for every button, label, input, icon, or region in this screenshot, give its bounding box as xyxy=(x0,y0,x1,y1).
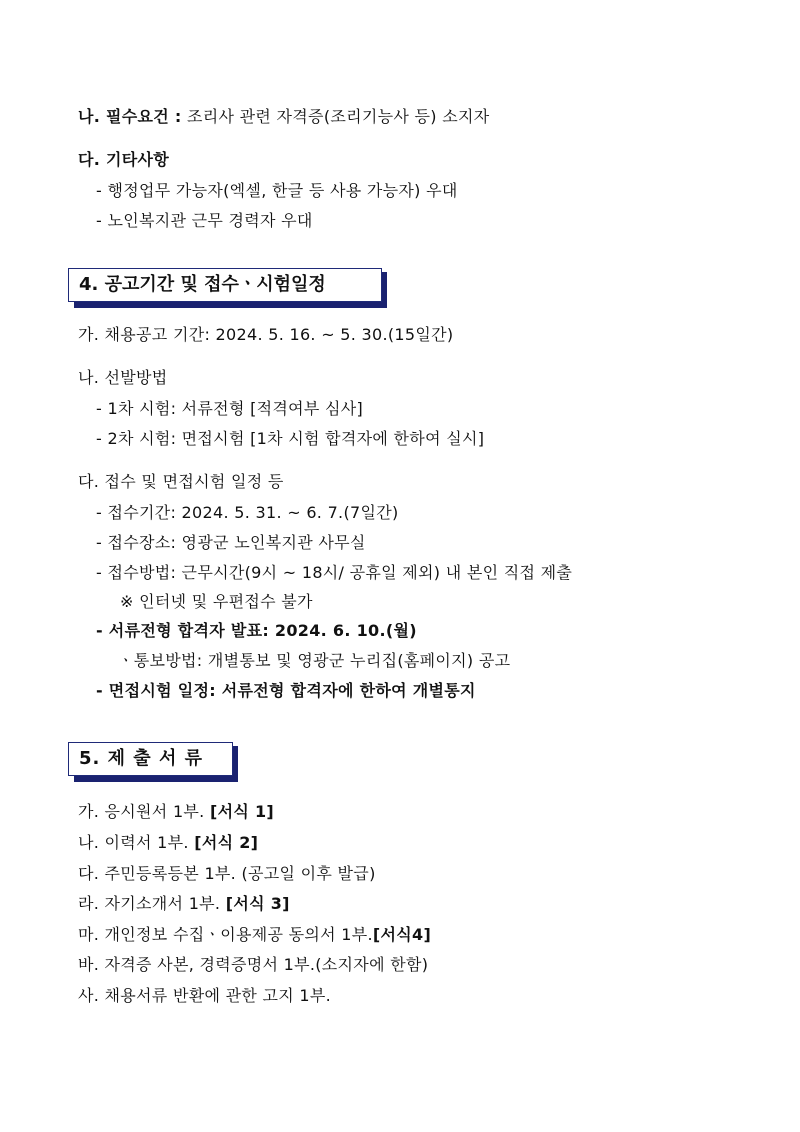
other-matters-heading: 다. 기타사항 xyxy=(78,150,170,169)
section-5-title-shadow-bottom xyxy=(74,776,238,782)
section-4-title-shadow-bottom xyxy=(74,302,387,308)
section-4-title: 4. 공고기간 및 접수ㆍ시험일정 xyxy=(79,274,326,295)
interview-schedule: - 면접시험 일정: 서류전형 합격자에 한하여 개별통지 xyxy=(96,681,476,700)
schedule-note: ※ 인터넷 및 우편접수 불가 xyxy=(120,592,313,611)
document-item: 바. 자격증 사본, 경력증명서 1부.(소지자에 한함) xyxy=(78,955,429,974)
document-item: 라. 자기소개서 1부. [서식 3] xyxy=(78,894,290,913)
section-5-title: 5. 제 출 서 류 xyxy=(79,748,203,769)
requirement-text: 조리사 관련 자격증(조리기능사 등) 소지자 xyxy=(181,107,490,126)
requirement-line xyxy=(78,107,489,127)
other-matters-item: - 행정업무 가능자(엑셀, 한글 등 사용 가능자) 우대 xyxy=(96,181,458,200)
document-item: 사. 채용서류 반환에 관한 고지 1부. xyxy=(78,986,332,1005)
selection-method-heading: 나. 선발방법 xyxy=(78,368,168,387)
selection-step: - 2차 시험: 면접시험 [1차 시험 합격자에 한하여 실시] xyxy=(96,429,485,448)
schedule-heading: 다. 접수 및 면접시험 일정 등 xyxy=(78,472,284,491)
section-4-title-box xyxy=(68,268,382,302)
document-item: 마. 개인정보 수집ㆍ이용제공 동의서 1부.[서식4] xyxy=(78,925,432,944)
requirement-label: 나. 필수요건 : xyxy=(78,107,182,126)
posting-period: 가. 채용공고 기간: 2024. 5. 16. ~ 5. 30.(15일간) xyxy=(78,325,454,344)
document-pass-announcement: - 서류전형 합격자 발표: 2024. 6. 10.(월) xyxy=(96,621,417,640)
document-item: 가. 응시원서 1부. [서식 1] xyxy=(78,802,274,821)
other-matters-item: - 노인복지관 근무 경력자 우대 xyxy=(96,211,313,230)
selection-step: - 1차 시험: 서류전형 [적격여부 심사] xyxy=(96,399,364,418)
schedule-item: - 접수장소: 영광군 노인복지관 사무실 xyxy=(96,533,366,552)
notification-method: ㆍ통보방법: 개별통보 및 영광군 누리집(홈페이지) 공고 xyxy=(118,651,511,670)
section-5-title-box xyxy=(68,742,233,776)
schedule-item: - 접수방법: 근무시간(9시 ~ 18시/ 공휴일 제외) 내 본인 직접 제출 xyxy=(96,563,573,582)
schedule-item: - 접수기간: 2024. 5. 31. ~ 6. 7.(7일간) xyxy=(96,503,399,522)
document-item: 나. 이력서 1부. [서식 2] xyxy=(78,833,259,852)
document-item: 다. 주민등록등본 1부. (공고일 이후 발급) xyxy=(78,864,376,883)
